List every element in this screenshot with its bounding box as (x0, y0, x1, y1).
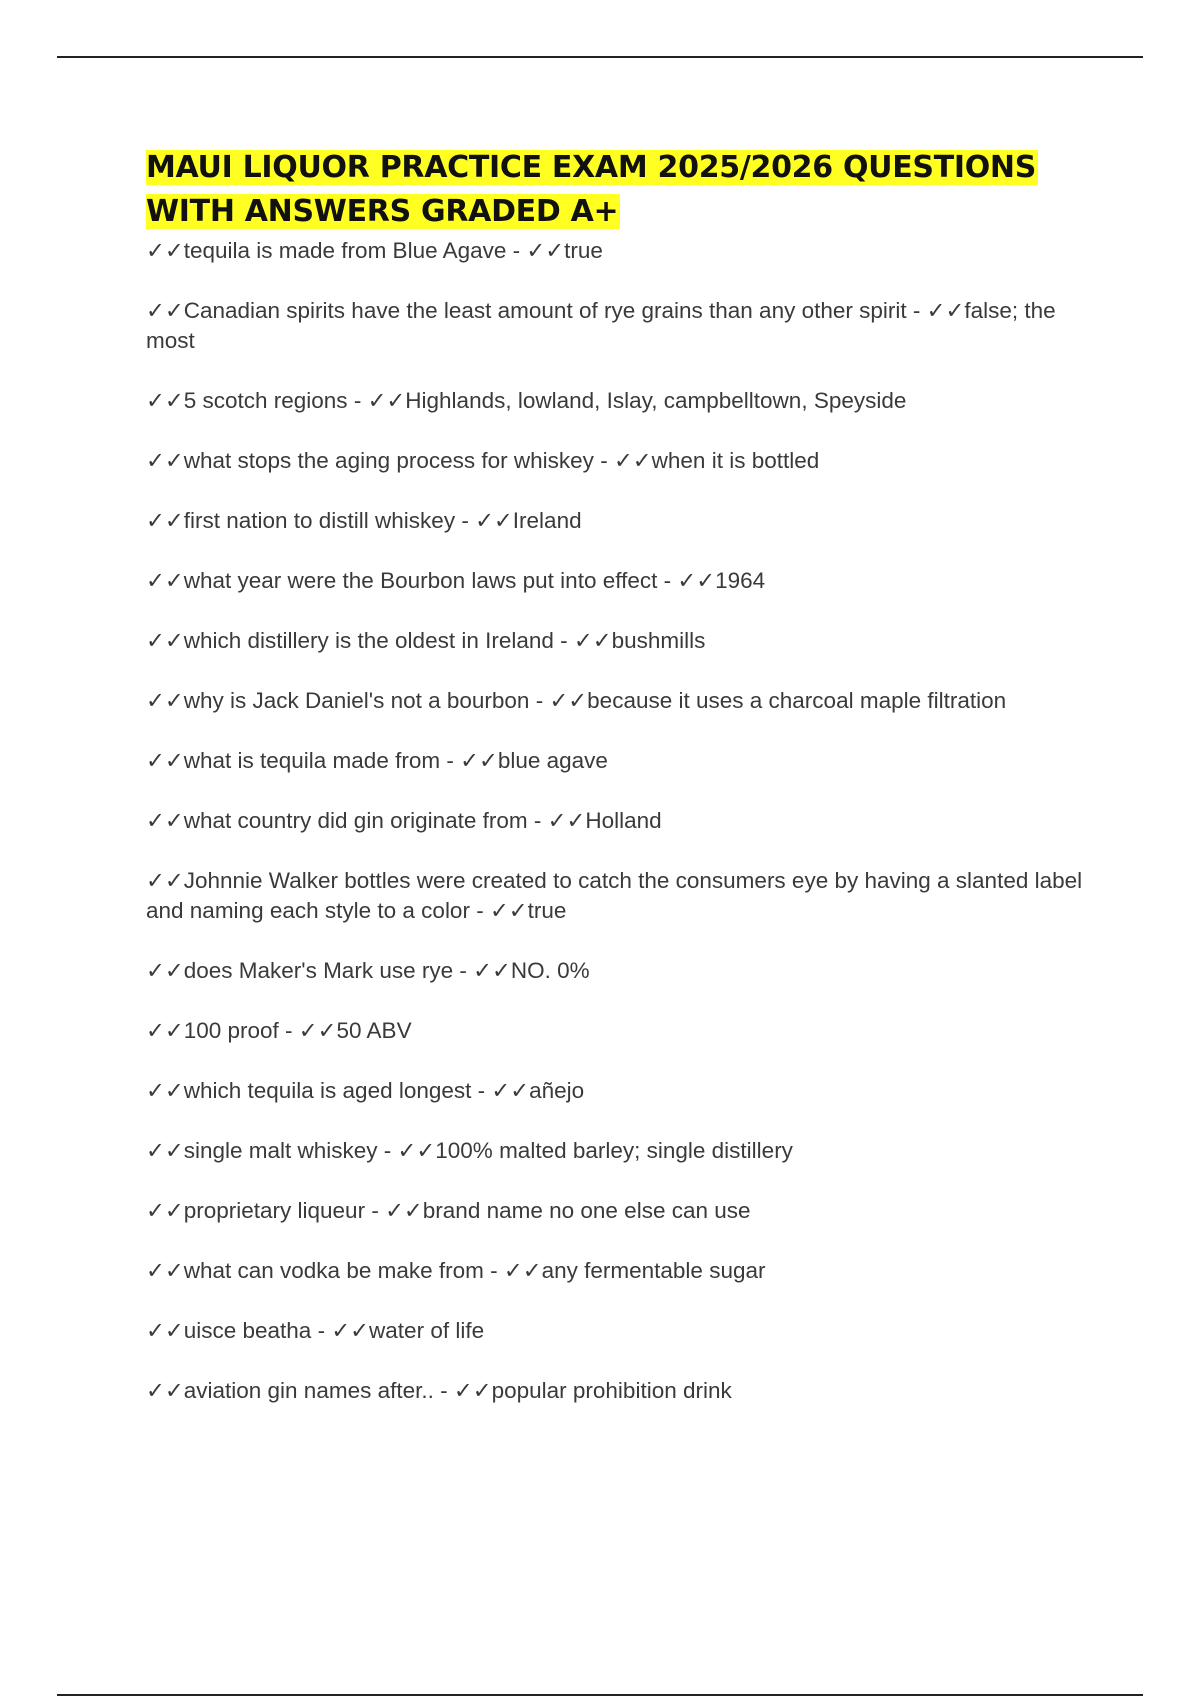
question-text: aviation gin names after.. (183, 1378, 434, 1403)
qa-separator: - (347, 388, 368, 413)
question-text: what country did gin originate from (183, 808, 528, 833)
qa-item (146, 236, 1086, 266)
answer-check-icon: ✓✓ (367, 388, 406, 413)
qa-item (146, 1376, 1086, 1406)
question-text: Canadian spirits have the least amount of rye grains than any other spirit (183, 298, 907, 323)
qa-item (146, 1316, 1086, 1346)
question-text: what can vodka be make from (183, 1258, 484, 1283)
qa-separator: - (278, 1018, 299, 1043)
answer-check-icon: ✓✓ (473, 958, 511, 983)
answer-check-icon: ✓✓ (298, 1018, 337, 1043)
answer-text: bushmills (611, 628, 706, 653)
qa-separator: - (553, 628, 574, 653)
answer-check-icon: ✓✓ (926, 298, 965, 323)
question-text: does Maker's Mark use rye (183, 958, 454, 983)
answer-check-icon: ✓✓ (503, 1258, 542, 1283)
qa-separator: - (440, 748, 461, 773)
answer-text: true (564, 238, 603, 263)
qa-separator: - (529, 688, 550, 713)
question-check-icon: ✓✓ (146, 868, 184, 893)
answer-text: Ireland (512, 508, 582, 533)
question-check-icon: ✓✓ (146, 1318, 184, 1343)
answer-text: any fermentable sugar (541, 1258, 766, 1283)
question-text: tequila is made from Blue Agave (183, 238, 507, 263)
qa-separator: - (469, 898, 490, 923)
qa-separator: - (906, 298, 927, 323)
answer-check-icon: ✓✓ (613, 448, 652, 473)
answer-check-icon: ✓✓ (331, 1318, 370, 1343)
answer-check-icon: ✓✓ (385, 1198, 423, 1223)
question-check-icon: ✓✓ (146, 238, 184, 263)
question-check-icon: ✓✓ (146, 688, 184, 713)
question-check-icon: ✓✓ (146, 1078, 184, 1103)
qa-item (146, 686, 1086, 716)
qa-separator: - (433, 1378, 454, 1403)
question-text: which tequila is aged longest (183, 1078, 472, 1103)
qa-item (146, 446, 1086, 476)
answer-check-icon: ✓✓ (460, 748, 498, 773)
qa-separator: - (377, 1138, 398, 1163)
qa-list (146, 236, 1086, 1406)
top-divider (57, 56, 1143, 58)
answer-text: because it uses a charcoal maple filtration (587, 688, 1007, 713)
question-text: why is Jack Daniel's not a bourbon (183, 688, 530, 713)
answer-check-icon: ✓✓ (489, 898, 528, 923)
question-check-icon: ✓✓ (146, 1018, 184, 1043)
qa-separator: - (455, 508, 476, 533)
answer-text: Holland (585, 808, 662, 833)
question-check-icon: ✓✓ (146, 1198, 184, 1223)
qa-item (146, 1016, 1086, 1046)
qa-item (146, 296, 1086, 356)
answer-text: 100% malted barley; single distillery (435, 1138, 793, 1163)
qa-separator: - (365, 1198, 386, 1223)
question-text: proprietary liqueur (183, 1198, 366, 1223)
qa-separator: - (657, 568, 678, 593)
question-check-icon: ✓✓ (146, 448, 184, 473)
qa-item (146, 1196, 1086, 1226)
qa-separator: - (483, 1258, 504, 1283)
answer-text: añejo (529, 1078, 585, 1103)
answer-text: 50 ABV (336, 1018, 412, 1043)
answer-text: when it is bottled (651, 448, 820, 473)
qa-item (146, 386, 1086, 416)
question-text: which distillery is the oldest in Ireland (183, 628, 554, 653)
qa-item (146, 806, 1086, 836)
qa-item (146, 1076, 1086, 1106)
document-title (146, 146, 1086, 234)
qa-separator: - (311, 1318, 332, 1343)
answer-check-icon: ✓✓ (453, 1378, 492, 1403)
answer-text: blue agave (497, 748, 608, 773)
qa-separator: - (453, 958, 474, 983)
question-check-icon: ✓✓ (146, 298, 184, 323)
question-text: what year were the Bourbon laws put into effect (183, 568, 658, 593)
question-text: 5 scotch regions (183, 388, 348, 413)
question-text: Johnnie Walker bottles were created to catch the consumers eye by having a slanted label and naming each style to a color (146, 868, 1083, 923)
question-check-icon: ✓✓ (146, 1258, 184, 1283)
question-check-icon: ✓✓ (146, 808, 184, 833)
answer-check-icon: ✓✓ (677, 568, 716, 593)
answer-text: popular prohibition drink (491, 1378, 732, 1403)
qa-item (146, 506, 1086, 536)
question-check-icon: ✓✓ (146, 388, 184, 413)
answer-text: Highlands, lowland, Islay, campbelltown, Speyside (405, 388, 907, 413)
qa-item (146, 1256, 1086, 1286)
answer-text: brand name no one else can use (422, 1198, 751, 1223)
question-check-icon: ✓✓ (146, 1138, 184, 1163)
qa-separator: - (527, 808, 548, 833)
qa-separator: - (506, 238, 527, 263)
qa-separator: - (593, 448, 614, 473)
question-text: single malt whiskey (183, 1138, 378, 1163)
answer-text: false; the most (146, 298, 1056, 353)
answer-check-icon: ✓✓ (549, 688, 588, 713)
question-text: 100 proof (183, 1018, 279, 1043)
question-text: what is tequila made from (183, 748, 441, 773)
bottom-divider (57, 1694, 1143, 1696)
question-check-icon: ✓✓ (146, 628, 184, 653)
document-body (146, 146, 1086, 1436)
question-text: first nation to distill whiskey (183, 508, 456, 533)
question-text: what stops the aging process for whiskey (183, 448, 594, 473)
question-text: uisce beatha (183, 1318, 312, 1343)
answer-check-icon: ✓✓ (526, 238, 565, 263)
question-check-icon: ✓✓ (146, 568, 184, 593)
answer-check-icon: ✓✓ (491, 1078, 530, 1103)
answer-text: water of life (369, 1318, 485, 1343)
question-check-icon: ✓✓ (146, 1378, 184, 1403)
answer-check-icon: ✓✓ (475, 508, 513, 533)
title-highlight: MAUI LIQUOR PRACTICE EXAM 2025/2026 QUESTIONS WITH ANSWERS GRADED A+ (146, 150, 1037, 229)
question-check-icon: ✓✓ (146, 958, 184, 983)
answer-text: NO. 0% (510, 958, 590, 983)
qa-item (146, 1136, 1086, 1166)
qa-item (146, 626, 1086, 656)
answer-check-icon: ✓✓ (573, 628, 612, 653)
qa-item (146, 866, 1086, 926)
qa-item (146, 956, 1086, 986)
question-check-icon: ✓✓ (146, 748, 184, 773)
qa-item (146, 566, 1086, 596)
question-check-icon: ✓✓ (146, 508, 184, 533)
answer-check-icon: ✓✓ (397, 1138, 436, 1163)
answer-text: 1964 (715, 568, 766, 593)
qa-item (146, 746, 1086, 776)
answer-text: true (527, 898, 567, 923)
answer-check-icon: ✓✓ (547, 808, 586, 833)
qa-separator: - (471, 1078, 492, 1103)
